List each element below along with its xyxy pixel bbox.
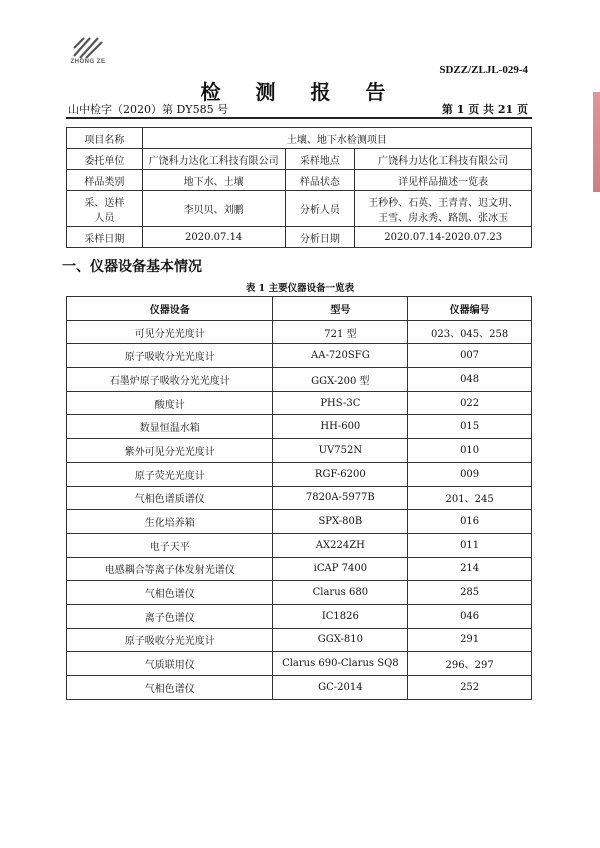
info-row-project — [67, 128, 532, 149]
info-value: 2020.07.14 — [142, 227, 285, 248]
info-label: 委托单位 — [67, 149, 143, 170]
equipment-model: HH-600 — [273, 415, 408, 439]
equipment-name: 紫外可见分光光度计 — [67, 439, 273, 463]
equipment-name: 原子荧光光度计 — [67, 462, 273, 486]
equipment-model: GGX-200 型 — [273, 368, 408, 392]
table-row — [67, 415, 532, 439]
info-label: 采样地点 — [285, 149, 355, 170]
info-label-line: 人员 — [94, 212, 115, 224]
logo-text: ZHONG ZE — [70, 59, 106, 65]
document-code: SDZZ/ZLJL-029-4 — [439, 64, 528, 76]
equipment-model: 7820A-5977B — [273, 486, 408, 510]
equipment-id: 291 — [408, 628, 532, 652]
info-value: 土壤、地下水检测项目 — [142, 128, 531, 149]
equipment-name: 气相色谱仪 — [67, 676, 273, 700]
info-label — [67, 191, 143, 227]
equipment-name: 原子吸收分光光度计 — [67, 344, 273, 368]
equipment-model: IC1826 — [273, 604, 408, 628]
equipment-name: 气质联用仪 — [67, 652, 273, 676]
info-value-line: 王雪、房永秀、路凯、张冰玉 — [378, 212, 509, 224]
equipment-model: AX224ZH — [273, 533, 408, 557]
info-value: 地下水、土壤 — [142, 170, 285, 191]
info-row-sample — [67, 170, 532, 191]
table-row — [67, 557, 532, 581]
info-row-dates — [67, 227, 532, 248]
info-label-line: 采、送样 — [84, 197, 125, 209]
equipment-name: 数显恒温水箱 — [67, 415, 273, 439]
info-value: 2020.07.14-2020.07.23 — [355, 227, 532, 248]
logo-icon — [70, 34, 106, 60]
equipment-id: 296、297 — [408, 652, 532, 676]
column-header: 仪器设备 — [67, 297, 273, 321]
info-row-personnel — [67, 191, 532, 227]
equipment-id: 007 — [408, 344, 532, 368]
info-value: 李贝贝、刘鹏 — [142, 191, 285, 227]
info-label: 采样日期 — [67, 227, 143, 248]
table-row — [67, 533, 532, 557]
table-row — [67, 652, 532, 676]
equipment-table — [66, 296, 532, 700]
table-caption: 表 1 主要仪器设备一览表 — [245, 283, 355, 294]
info-row-client — [67, 149, 532, 170]
table-row — [67, 320, 532, 344]
seal-stamp-edge — [593, 92, 600, 192]
info-label: 分析日期 — [285, 227, 355, 248]
equipment-model: AA-720SFG — [273, 344, 408, 368]
equipment-model: Clarus 690-Clarus SQ8 — [273, 652, 408, 676]
table-row — [67, 344, 532, 368]
info-value: 详见样品描述一览表 — [355, 170, 532, 191]
equipment-id: 023、045、258 — [408, 320, 532, 344]
table-row — [67, 628, 532, 652]
equipment-name: 电感耦合等离子体发射光谱仪 — [67, 557, 273, 581]
equipment-id: 048 — [408, 368, 532, 392]
table-row — [67, 462, 532, 486]
info-value: 广饶科力达化工科技有限公司 — [355, 149, 532, 170]
equipment-model: SPX-80B — [273, 510, 408, 534]
equipment-id: 015 — [408, 415, 532, 439]
equipment-name: 酸度计 — [67, 391, 273, 415]
equipment-name: 离子色谱仪 — [67, 604, 273, 628]
equipment-model: Clarus 680 — [273, 581, 408, 605]
page-count: 第 1 页 共 21 页 — [441, 103, 528, 116]
equipment-model: iCAP 7400 — [273, 557, 408, 581]
equipment-id: 285 — [408, 581, 532, 605]
equipment-id: 011 — [408, 533, 532, 557]
info-label: 项目名称 — [67, 128, 143, 149]
table-row — [67, 439, 532, 463]
report-info-table — [66, 127, 532, 248]
table-header-row — [67, 297, 532, 321]
equipment-id: 009 — [408, 462, 532, 486]
equipment-name: 可见分光光度计 — [67, 320, 273, 344]
page-title: 检 测 报 告 — [200, 80, 400, 104]
company-logo — [60, 34, 116, 74]
equipment-id: 046 — [408, 604, 532, 628]
info-value-line: 王秒秒、石英、王青青、迟文玥、 — [368, 197, 519, 209]
equipment-name: 气相色谱仪 — [67, 581, 273, 605]
equipment-id: 214 — [408, 557, 532, 581]
info-label: 样品类别 — [67, 170, 143, 191]
equipment-model: PHS-3C — [273, 391, 408, 415]
equipment-id: 022 — [408, 391, 532, 415]
info-value: 广饶科力达化工科技有限公司 — [142, 149, 285, 170]
table-row — [67, 368, 532, 392]
table-row — [67, 510, 532, 534]
equipment-model: GC-2014 — [273, 676, 408, 700]
equipment-name: 气相色谱质谱仪 — [67, 486, 273, 510]
equipment-model: GGX-810 — [273, 628, 408, 652]
info-value — [355, 191, 532, 227]
equipment-id: 252 — [408, 676, 532, 700]
column-header: 仪器编号 — [408, 297, 532, 321]
section-heading: 一、仪器设备基本情况 — [62, 259, 202, 275]
equipment-id: 010 — [408, 439, 532, 463]
equipment-name: 原子吸收分光光度计 — [67, 628, 273, 652]
equipment-model: RGF-6200 — [273, 462, 408, 486]
equipment-name: 石墨炉原子吸收分光光度计 — [67, 368, 273, 392]
equipment-name: 电子天平 — [67, 533, 273, 557]
equipment-id: 201、245 — [408, 486, 532, 510]
info-label: 样品状态 — [285, 170, 355, 191]
equipment-id: 016 — [408, 510, 532, 534]
column-header: 型号 — [273, 297, 408, 321]
report-number: 山中检字（2020）第 DY585 号 — [68, 103, 229, 116]
info-label: 分析人员 — [285, 191, 355, 227]
table-row — [67, 581, 532, 605]
equipment-model: UV752N — [273, 439, 408, 463]
table-row — [67, 486, 532, 510]
equipment-name: 生化培养箱 — [67, 510, 273, 534]
table-row — [67, 676, 532, 700]
table-row — [67, 604, 532, 628]
equipment-model: 721 型 — [273, 320, 408, 344]
table-row — [67, 391, 532, 415]
header-divider — [66, 117, 532, 119]
